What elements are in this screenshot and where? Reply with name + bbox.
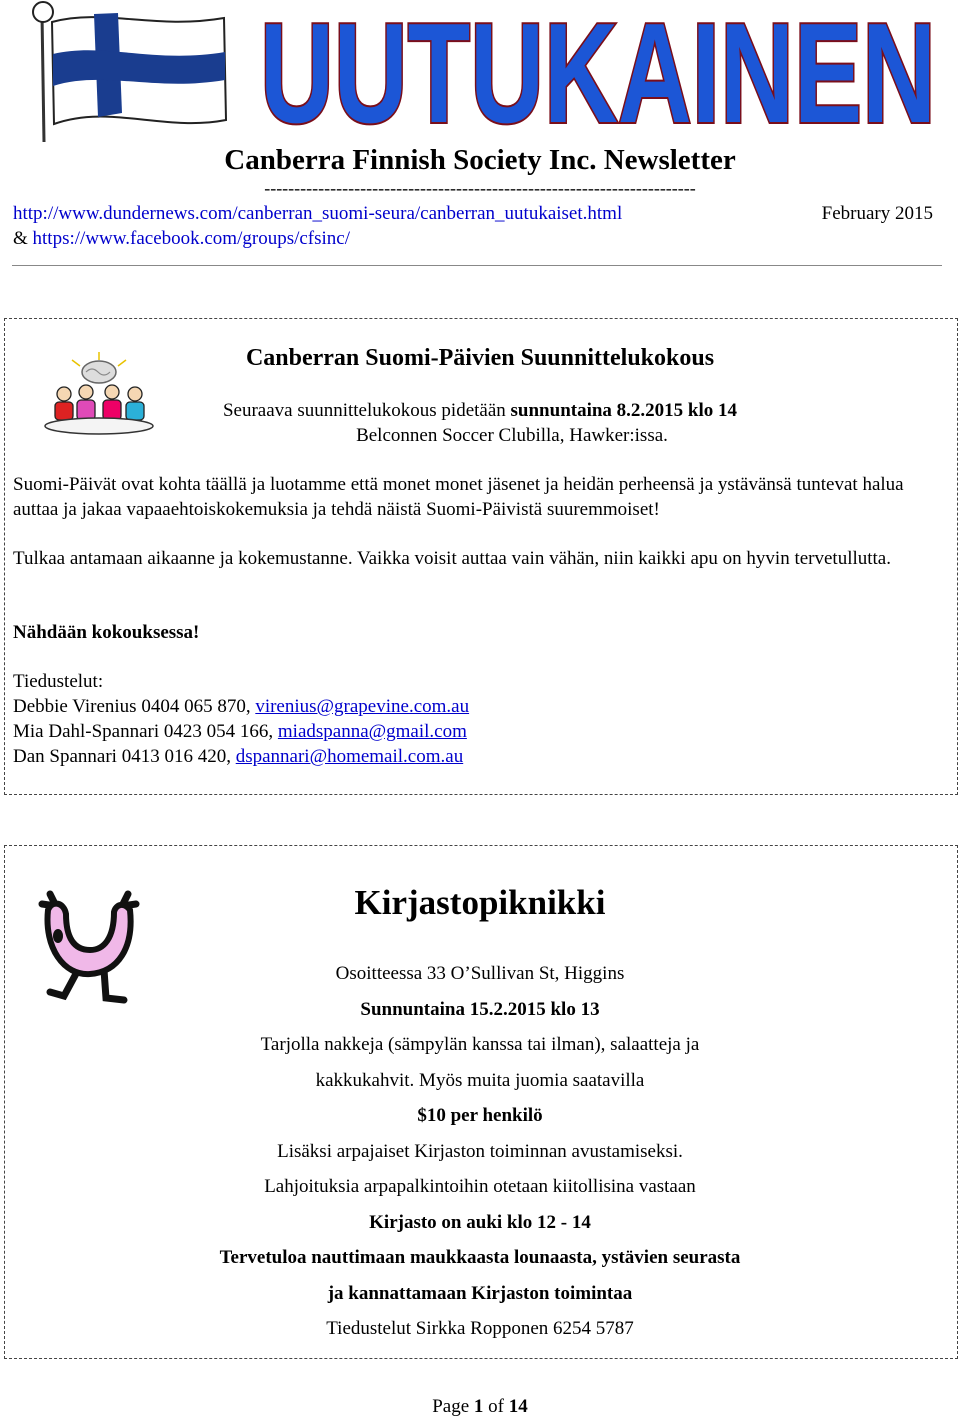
header-rule xyxy=(12,265,942,266)
masthead-logo-text: UUTUKAINEN xyxy=(260,6,936,134)
facebook-link[interactable]: https://www.facebook.com/groups/cfsinc/ xyxy=(32,228,351,249)
page-number xyxy=(0,1394,960,1419)
picnic-raffle: Lisäksi arpajaiset Kirjaston toiminnan avustamiseksi. xyxy=(277,1140,683,1162)
contact-text: Debbie Virenius 0404 065 870, xyxy=(13,696,256,717)
see-you-text: Nähdään kokouksessa! xyxy=(13,622,200,643)
picnic-price: $10 per henkilö xyxy=(417,1105,543,1126)
picnic-menu-2: kakkukahvit. Myös muita juomia saatavilla xyxy=(315,1069,645,1091)
contact-line-dan xyxy=(13,744,463,769)
email-link-mia[interactable]: miadspanna@gmail.com xyxy=(277,721,467,742)
page-total: 14 xyxy=(508,1396,528,1417)
contact-line-debbie xyxy=(13,694,469,719)
picnic-welcome-2: ja kannattamaan Kirjaston toimintaa xyxy=(327,1282,633,1304)
meeting-paragraph-1: Suomi-Päivät ovat kohta täällä ja luotamme että monet monet jäsenet ja heidän perheensä ja ystävänsä tuntevat halua auttaa ja jakaa vapaaehtoiskokemuksia ja tehdä näistä Suomi-Päivistä suuremmoiset! xyxy=(13,474,904,520)
title-dash-rule: ------------------------------------------------------------------------ xyxy=(264,178,696,198)
contact-text: Mia Dahl-Spannari 0423 054 166, xyxy=(13,721,278,742)
contact-line-mia xyxy=(13,719,467,744)
library-picnic-heading: Kirjastopiknikki xyxy=(354,883,606,922)
picnic-enquiries: Tiedustelut Sirkka Ropponen 6254 5787 xyxy=(326,1318,634,1339)
picnic-address: Osoitteessa 33 O’Sullivan St, Higgins xyxy=(335,963,625,984)
library-hours: Kirjasto on auki klo 12 - 14 xyxy=(369,1211,591,1233)
of-word: of xyxy=(483,1396,509,1417)
email-link-dan[interactable]: dspannari@homemail.com.au xyxy=(235,746,464,767)
meeting-location-line: Belconnen Soccer Clubilla, Hawker:issa. xyxy=(356,425,668,446)
page-current: 1 xyxy=(473,1396,484,1417)
issue-date: February 2015 xyxy=(821,203,933,224)
picnic-menu-1: Tarjolla nakkeja (sämpylän kanssa tai ilman), salaatteja ja xyxy=(260,1034,700,1055)
finnish-flag-icon xyxy=(14,0,234,145)
picnic-details xyxy=(0,961,960,1352)
meeting-time-line xyxy=(0,398,960,423)
website-link[interactable]: http://www.dundernews.com/canberran_suomi-seura/canberran_uutukaiset.html xyxy=(13,203,623,224)
facebook-line xyxy=(13,228,350,250)
contact-text: Dan Spannari 0413 016 420, xyxy=(13,746,236,767)
meeting-paragraph-2: Tulkaa antamaan aikaanne ja kokemustanne. Vaikka voisit auttaa vain vähän, niin kaikki apu on hyvin tervetullutta. xyxy=(13,548,891,569)
page-word: Page xyxy=(432,1396,474,1417)
masthead-logo xyxy=(256,6,940,134)
email-link-debbie[interactable]: virenius@grapevine.com.au xyxy=(255,696,470,717)
newsletter-title: Canberra Finnish Society Inc. Newsletter xyxy=(224,144,736,176)
picnic-welcome-1: Tervetuloa nauttimaan maukkaasta lounaasta, ystävien seurasta xyxy=(219,1247,741,1268)
enquiries-label: Tiedustelut: xyxy=(13,671,104,692)
meeting-time-intro: Seuraava suunnittelukokous pidetään xyxy=(222,400,511,421)
ampersand: & xyxy=(13,228,33,249)
picnic-donations: Lahjoituksia arpapalkintoihin otetaan kiitollisina vastaan xyxy=(264,1176,696,1197)
planning-meeting-heading: Canberran Suomi-Päivien Suunnittelukokous xyxy=(245,345,715,371)
meeting-time-bold: sunnuntaina 8.2.2015 klo 14 xyxy=(510,400,738,421)
picnic-date: Sunnuntaina 15.2.2015 klo 13 xyxy=(360,998,600,1020)
